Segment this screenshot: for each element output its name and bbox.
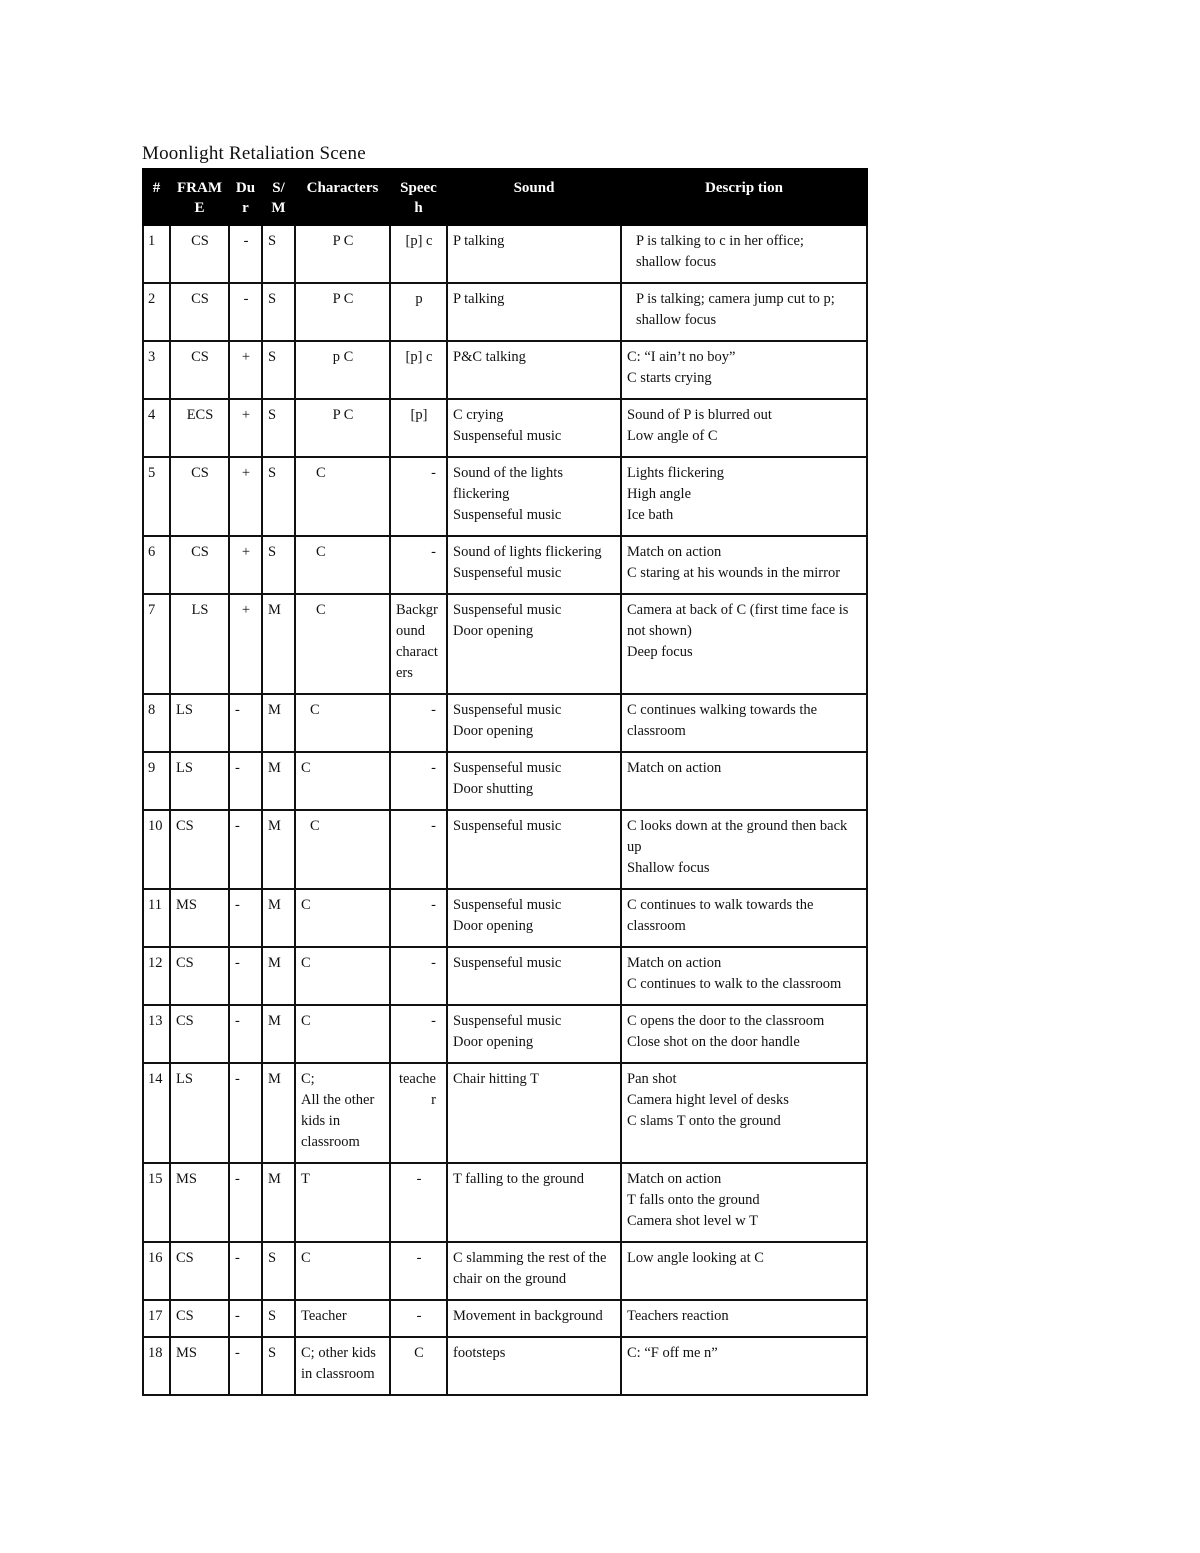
- cell-duration: -: [229, 283, 262, 341]
- cell-frame: CS: [170, 1300, 229, 1337]
- cell-sound: Chair hitting T: [447, 1063, 621, 1163]
- table-row: [143, 457, 867, 536]
- table-row: [143, 947, 867, 1005]
- cell-num: 8: [143, 694, 170, 752]
- cell-still-moving: M: [262, 1063, 295, 1163]
- cell-characters: C: [295, 752, 390, 810]
- cell-num: 2: [143, 283, 170, 341]
- cell-sound: Sound of lights flickering Suspenseful music: [447, 536, 621, 594]
- cell-frame: LS: [170, 594, 229, 694]
- cell-characters: C: [295, 1242, 390, 1300]
- cell-description: C: “I ain’t no boy” C starts crying: [621, 341, 867, 399]
- cell-description: Pan shot Camera hight level of desks C slams T onto the ground: [621, 1063, 867, 1163]
- table-row: [143, 1337, 867, 1395]
- cell-characters: P C: [295, 399, 390, 457]
- cell-characters: C: [295, 594, 390, 694]
- cell-description: Low angle looking at C: [621, 1242, 867, 1300]
- cell-frame: CS: [170, 1242, 229, 1300]
- cell-description: C opens the door to the classroom Close shot on the door handle: [621, 1005, 867, 1063]
- cell-sound: P&C talking: [447, 341, 621, 399]
- cell-description: C: “F off me n”: [621, 1337, 867, 1395]
- header-still-moving: S/ M: [262, 169, 295, 225]
- cell-num: 18: [143, 1337, 170, 1395]
- table-row: [143, 810, 867, 889]
- cell-characters: C: [295, 947, 390, 1005]
- cell-speech: teacher: [390, 1063, 447, 1163]
- cell-still-moving: M: [262, 1005, 295, 1063]
- cell-description: Match on action: [621, 752, 867, 810]
- cell-sound: Suspenseful music Door opening: [447, 1005, 621, 1063]
- cell-num: 13: [143, 1005, 170, 1063]
- cell-speech: -: [390, 536, 447, 594]
- cell-speech: -: [390, 752, 447, 810]
- cell-speech: -: [390, 457, 447, 536]
- cell-still-moving: S: [262, 225, 295, 283]
- cell-duration: +: [229, 399, 262, 457]
- cell-characters: Teacher: [295, 1300, 390, 1337]
- cell-still-moving: S: [262, 457, 295, 536]
- cell-characters: C: [295, 1005, 390, 1063]
- cell-still-moving: S: [262, 536, 295, 594]
- header-duration: Du r: [229, 169, 262, 225]
- cell-description: Match on action C continues to walk to the classroom: [621, 947, 867, 1005]
- cell-characters: C: [295, 810, 390, 889]
- cell-num: 6: [143, 536, 170, 594]
- cell-characters: P C: [295, 283, 390, 341]
- cell-still-moving: M: [262, 889, 295, 947]
- cell-num: 15: [143, 1163, 170, 1242]
- table-row: [143, 1063, 867, 1163]
- table-row: [143, 594, 867, 694]
- cell-characters: P C: [295, 225, 390, 283]
- header-num: #: [143, 169, 170, 225]
- cell-still-moving: S: [262, 399, 295, 457]
- cell-speech: -: [390, 1300, 447, 1337]
- cell-still-moving: S: [262, 1300, 295, 1337]
- cell-duration: -: [229, 810, 262, 889]
- cell-duration: -: [229, 694, 262, 752]
- cell-characters: C: [295, 457, 390, 536]
- cell-sound: T falling to the ground: [447, 1163, 621, 1242]
- cell-sound: Suspenseful music Door opening: [447, 594, 621, 694]
- cell-sound: C slamming the rest of the chair on the ground: [447, 1242, 621, 1300]
- table-row: [143, 399, 867, 457]
- cell-speech: [p] c: [390, 341, 447, 399]
- cell-speech: p: [390, 283, 447, 341]
- cell-num: 16: [143, 1242, 170, 1300]
- table-header-row: [143, 169, 867, 225]
- cell-duration: -: [229, 1337, 262, 1395]
- table-row: [143, 536, 867, 594]
- cell-num: 14: [143, 1063, 170, 1163]
- header-speech: Speec h: [390, 169, 447, 225]
- cell-frame: CS: [170, 536, 229, 594]
- cell-characters: p C: [295, 341, 390, 399]
- cell-still-moving: M: [262, 810, 295, 889]
- cell-speech: -: [390, 1005, 447, 1063]
- cell-description: P is talking to c in her office; shallow focus: [621, 225, 867, 283]
- cell-description: Lights flickering High angle Ice bath: [621, 457, 867, 536]
- cell-description: C continues to walk towards the classroom: [621, 889, 867, 947]
- cell-still-moving: M: [262, 1163, 295, 1242]
- cell-description: Camera at back of C (first time face is not shown) Deep focus: [621, 594, 867, 694]
- cell-description: Sound of P is blurred out Low angle of C: [621, 399, 867, 457]
- cell-sound: Movement in background: [447, 1300, 621, 1337]
- cell-speech: -: [390, 810, 447, 889]
- cell-still-moving: M: [262, 694, 295, 752]
- cell-num: 5: [143, 457, 170, 536]
- cell-description: Match on action T falls onto the ground Camera shot level w T: [621, 1163, 867, 1242]
- table-row: [143, 1163, 867, 1242]
- table-row: [143, 1300, 867, 1337]
- cell-frame: CS: [170, 810, 229, 889]
- cell-duration: -: [229, 225, 262, 283]
- cell-duration: +: [229, 457, 262, 536]
- table-row: [143, 889, 867, 947]
- cell-duration: -: [229, 1242, 262, 1300]
- table-row: [143, 694, 867, 752]
- cell-frame: MS: [170, 1337, 229, 1395]
- cell-duration: -: [229, 1300, 262, 1337]
- cell-frame: LS: [170, 1063, 229, 1163]
- cell-num: 17: [143, 1300, 170, 1337]
- cell-characters: C: [295, 889, 390, 947]
- cell-description: P is talking; camera jump cut to p; shallow focus: [621, 283, 867, 341]
- cell-still-moving: S: [262, 1337, 295, 1395]
- cell-characters: C: [295, 536, 390, 594]
- cell-still-moving: M: [262, 594, 295, 694]
- cell-sound: P talking: [447, 283, 621, 341]
- cell-frame: CS: [170, 457, 229, 536]
- cell-frame: CS: [170, 283, 229, 341]
- cell-frame: LS: [170, 694, 229, 752]
- cell-duration: -: [229, 1005, 262, 1063]
- table-row: [143, 225, 867, 283]
- table-row: [143, 1242, 867, 1300]
- cell-speech: [p] c: [390, 225, 447, 283]
- cell-duration: +: [229, 594, 262, 694]
- cell-description: Teachers reaction: [621, 1300, 867, 1337]
- cell-still-moving: S: [262, 1242, 295, 1300]
- cell-duration: -: [229, 1163, 262, 1242]
- cell-num: 10: [143, 810, 170, 889]
- cell-num: 7: [143, 594, 170, 694]
- cell-frame: LS: [170, 752, 229, 810]
- table-row: [143, 752, 867, 810]
- cell-frame: CS: [170, 341, 229, 399]
- cell-characters: C; All the other kids in classroom: [295, 1063, 390, 1163]
- cell-sound: footsteps: [447, 1337, 621, 1395]
- cell-frame: CS: [170, 947, 229, 1005]
- cell-sound: C crying Suspenseful music: [447, 399, 621, 457]
- cell-num: 3: [143, 341, 170, 399]
- cell-duration: -: [229, 889, 262, 947]
- header-description: Descrip tion: [621, 169, 867, 225]
- cell-duration: +: [229, 341, 262, 399]
- cell-still-moving: M: [262, 752, 295, 810]
- table-row: [143, 341, 867, 399]
- cell-still-moving: S: [262, 283, 295, 341]
- cell-num: 1: [143, 225, 170, 283]
- cell-frame: MS: [170, 1163, 229, 1242]
- cell-num: 12: [143, 947, 170, 1005]
- cell-description: Match on action C staring at his wounds in the mirror: [621, 536, 867, 594]
- cell-speech: Backgr ound charact ers: [390, 594, 447, 694]
- cell-speech: C: [390, 1337, 447, 1395]
- cell-speech: -: [390, 694, 447, 752]
- table-row: [143, 1005, 867, 1063]
- cell-duration: -: [229, 947, 262, 1005]
- cell-still-moving: S: [262, 341, 295, 399]
- cell-sound: Suspenseful music: [447, 810, 621, 889]
- cell-speech: -: [390, 1163, 447, 1242]
- cell-sound: P talking: [447, 225, 621, 283]
- cell-duration: +: [229, 536, 262, 594]
- shot-list-table: [142, 168, 868, 1396]
- cell-sound: Suspenseful music: [447, 947, 621, 1005]
- cell-description: C looks down at the ground then back up Shallow focus: [621, 810, 867, 889]
- cell-sound: Sound of the lights flickering Suspenseful music: [447, 457, 621, 536]
- cell-frame: CS: [170, 1005, 229, 1063]
- cell-num: 9: [143, 752, 170, 810]
- cell-description: C continues walking towards the classroom: [621, 694, 867, 752]
- cell-sound: Suspenseful music Door opening: [447, 694, 621, 752]
- cell-characters: T: [295, 1163, 390, 1242]
- cell-frame: ECS: [170, 399, 229, 457]
- cell-characters: C; other kids in classroom: [295, 1337, 390, 1395]
- cell-num: 4: [143, 399, 170, 457]
- cell-speech: -: [390, 947, 447, 1005]
- cell-num: 11: [143, 889, 170, 947]
- cell-duration: -: [229, 752, 262, 810]
- header-characters: Characters: [295, 169, 390, 225]
- cell-duration: -: [229, 1063, 262, 1163]
- cell-frame: CS: [170, 225, 229, 283]
- cell-frame: MS: [170, 889, 229, 947]
- cell-sound: Suspenseful music Door opening: [447, 889, 621, 947]
- cell-speech: [p]: [390, 399, 447, 457]
- cell-characters: C: [295, 694, 390, 752]
- cell-speech: -: [390, 889, 447, 947]
- table-row: [143, 283, 867, 341]
- header-sound: Sound: [447, 169, 621, 225]
- cell-still-moving: M: [262, 947, 295, 1005]
- cell-sound: Suspenseful music Door shutting: [447, 752, 621, 810]
- document-title: Moonlight Retaliation Scene: [142, 143, 366, 164]
- header-frame: FRAM E: [170, 169, 229, 225]
- cell-speech: -: [390, 1242, 447, 1300]
